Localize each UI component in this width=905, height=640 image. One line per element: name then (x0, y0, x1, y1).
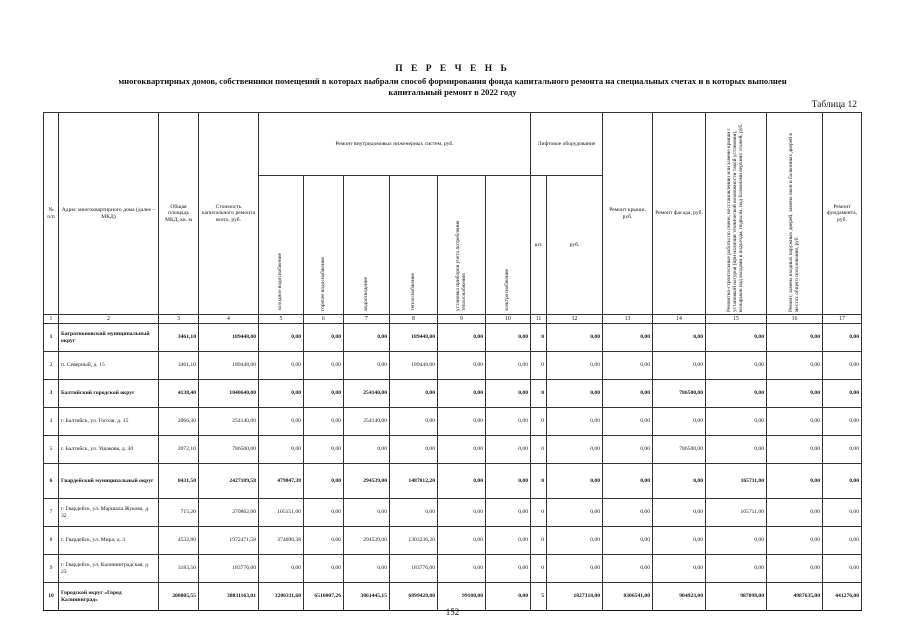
row-number: 2 (44, 352, 59, 380)
row-value: 479847,38 (259, 464, 304, 499)
row-address: Городской округ «Город Калининград» (59, 583, 159, 611)
row-value: 0,00 (390, 436, 438, 464)
col-header-cost: Стоимость капитального ремонта всего, руб. (199, 113, 259, 315)
row-value: 0,00 (259, 380, 304, 408)
row-value: 0,00 (706, 436, 767, 464)
row-number: 5 (44, 436, 59, 464)
row-number: 8 (44, 527, 59, 555)
row-value: 0,00 (547, 352, 603, 380)
row-value: 6510007,26 (304, 583, 344, 611)
row-value: 0,00 (603, 380, 653, 408)
row-address: г. Гвардейск, ул. Маршала Жукова, д. 32 (59, 499, 159, 527)
row-value: 0,00 (438, 408, 486, 436)
row-value: 1040640,00 (199, 380, 259, 408)
row-value: 200805,55 (159, 583, 199, 611)
row-value: 0,00 (547, 408, 603, 436)
row-value: 3206311,60 (259, 583, 304, 611)
row-value: 1487012,20 (390, 464, 438, 499)
row-value: 0,00 (390, 408, 438, 436)
row-value: 0,00 (603, 527, 653, 555)
row-value: 0,00 (823, 324, 862, 352)
col-header-no: № п/п (44, 113, 59, 315)
row-value: 4138,40 (159, 380, 199, 408)
column-number: 6 (304, 315, 344, 324)
row-value: 6899428,00 (390, 583, 438, 611)
row-value: 0,00 (438, 436, 486, 464)
col-header-roof: Ремонт крыши, руб. (603, 113, 653, 315)
row-value: 8431,50 (159, 464, 199, 499)
row-value: 294539,00 (344, 464, 390, 499)
row-value: 0,00 (767, 499, 823, 527)
col-header-lift-units: шт. (531, 176, 547, 315)
row-value: 0,00 (259, 324, 304, 352)
column-number: 3 (159, 315, 199, 324)
row-value: 0 (531, 352, 547, 380)
row-value: 3461,10 (159, 352, 199, 380)
row-value: 0,00 (653, 499, 706, 527)
col-header-cold-water: холодное водоснабжение (259, 176, 304, 315)
row-value: 5 (531, 583, 547, 611)
column-number: 9 (438, 315, 486, 324)
col-header-area: Общая площадь МКД, кв. м (159, 113, 199, 315)
row-value: 0,00 (823, 499, 862, 527)
row-value: 0,00 (304, 499, 344, 527)
row-value: 189448,00 (199, 324, 259, 352)
col-header-systems-group: Ремонт внутридомовых инженерных систем, руб. (259, 113, 531, 176)
row-value: 0,00 (767, 352, 823, 380)
row-value: 165711,00 (706, 464, 767, 499)
row-value: 0,00 (603, 499, 653, 527)
row-value: 270862,00 (199, 499, 259, 527)
row-value: 0,00 (823, 555, 862, 583)
row-value: 183776,00 (199, 555, 259, 583)
row-value: 0,00 (706, 324, 767, 352)
table-row (44, 408, 862, 436)
document-subtitle-line-2: капитальный ремонт в 2022 году (388, 87, 517, 97)
row-value: 0,00 (259, 408, 304, 436)
row-value: 0,00 (603, 464, 653, 499)
row-value: 0,00 (304, 555, 344, 583)
column-number: 7 (344, 315, 390, 324)
col-header-facade: Ремонт фасада, руб. (653, 113, 706, 315)
document-subtitle-line-1: многоквартирных домов, собственники помещений в которых выбрали способ формирования фонда капитального ремонта на специальных счетах и в которых выполнен (118, 76, 787, 86)
document-title: П Е Р Е Ч Е Н Ь (395, 64, 510, 74)
row-value: 0,00 (304, 436, 344, 464)
row-value: 0,00 (547, 324, 603, 352)
row-value: 0,00 (486, 324, 531, 352)
row-value: 441276,00 (823, 583, 862, 611)
column-number: 14 (653, 315, 706, 324)
column-number: 2 (59, 315, 159, 324)
table-label: Таблица 12 (811, 100, 857, 110)
row-value: 0,00 (603, 352, 653, 380)
row-address: Балтийский городской округ (59, 380, 159, 408)
col-header-electric: электроснабжение (486, 176, 531, 315)
row-value: 0,00 (390, 499, 438, 527)
row-value: 0,00 (706, 555, 767, 583)
col-header-heat-meters: установка приборов учета потребления теплоснабжения (438, 176, 486, 315)
row-value: 0,00 (344, 499, 390, 527)
row-value: 0,00 (344, 436, 390, 464)
row-value: 0 (531, 555, 547, 583)
col-header-lift-group: Лифтовое оборудование (531, 113, 603, 176)
col-header-hot-water: горячее водоснабжение (304, 176, 344, 315)
row-address: п. Северный, д. 15 (59, 352, 159, 380)
row-value: 0,00 (259, 555, 304, 583)
row-value: 0,00 (653, 527, 706, 555)
row-address: г. Гвардейск, ул. Калининградская, д. 23 (59, 555, 159, 583)
row-value: 0,00 (767, 324, 823, 352)
row-value: 4987635,00 (767, 583, 823, 611)
row-value: 0,00 (390, 380, 438, 408)
row-value: 0,00 (603, 436, 653, 464)
row-value: 0,00 (603, 408, 653, 436)
table-row (44, 352, 862, 380)
row-value: 165711,00 (706, 499, 767, 527)
row-value: 0,00 (706, 408, 767, 436)
row-value: 0,00 (767, 464, 823, 499)
row-value: 3861445,15 (344, 583, 390, 611)
row-number: 1 (44, 324, 59, 352)
row-value: 0,00 (486, 408, 531, 436)
row-value: 0,00 (823, 352, 862, 380)
row-value: 0 (531, 436, 547, 464)
col-header-foundation: Ремонт фундамента, руб. (823, 113, 862, 315)
col-header-construction: Ремонтно-строительные работы по смене, восстановлению или замене крыши с установкой натуров (при наличии технической возможности такой установки), козырьков над входами в подъезды, подвалы, над балконами верхних этажей, руб. (706, 113, 767, 315)
row-number: 4 (44, 408, 59, 436)
repair-table (43, 112, 862, 611)
row-value: 189448,00 (199, 352, 259, 380)
row-value: 0 (531, 527, 547, 555)
row-value: 3183,50 (159, 555, 199, 583)
row-value: 0,00 (547, 464, 603, 499)
row-value: 0,00 (823, 380, 862, 408)
row-value: 254140,00 (344, 380, 390, 408)
row-address: г. Балтийск, ул. Гоголя, д. 15 (59, 408, 159, 436)
row-value: 38031163,01 (199, 583, 259, 611)
row-value: 0,00 (304, 408, 344, 436)
row-number: 3 (44, 380, 59, 408)
table-row (44, 380, 862, 408)
row-value: 0 (531, 499, 547, 527)
row-value: 0,00 (438, 380, 486, 408)
table-row (44, 436, 862, 464)
column-number: 8 (390, 315, 438, 324)
row-number: 7 (44, 499, 59, 527)
table-row (44, 555, 862, 583)
row-value: 715,20 (159, 499, 199, 527)
row-value: 0,00 (767, 555, 823, 583)
row-address: г. Балтийск, ул. Ушакова, д. 30 (59, 436, 159, 464)
row-value: 0,00 (486, 499, 531, 527)
col-header-heating: теплоснабжение (390, 176, 438, 315)
row-value: 0,00 (486, 527, 531, 555)
table-row (44, 499, 862, 527)
column-number: 10 (486, 315, 531, 324)
row-value: 0,00 (438, 464, 486, 499)
row-value: 0,00 (344, 555, 390, 583)
column-number: 11 (531, 315, 547, 324)
row-value: 0,00 (653, 408, 706, 436)
row-value: 0,00 (438, 324, 486, 352)
row-value: 0,00 (767, 380, 823, 408)
row-value: 189448,00 (390, 324, 438, 352)
row-value: 0,00 (304, 324, 344, 352)
row-value: 0,00 (653, 324, 706, 352)
column-number: 15 (706, 315, 767, 324)
row-value: 0,00 (438, 499, 486, 527)
row-value: 99180,00 (438, 583, 486, 611)
row-value: 904923,00 (653, 583, 706, 611)
row-value: 2427109,58 (199, 464, 259, 499)
row-value: 0,00 (304, 464, 344, 499)
row-value: 0,00 (547, 527, 603, 555)
row-address: г. Гвардейск, ул. Мира, д. 3 (59, 527, 159, 555)
table-row (44, 324, 862, 352)
column-number-row (44, 315, 862, 324)
row-value: 0,00 (547, 380, 603, 408)
row-value: 0,00 (653, 352, 706, 380)
row-value: 0,00 (304, 380, 344, 408)
page-number: 152 (445, 607, 460, 617)
row-value: 1827318,00 (547, 583, 603, 611)
row-value: 0,00 (767, 408, 823, 436)
row-value: 0,00 (653, 464, 706, 499)
row-value: 0,00 (259, 352, 304, 380)
col-header-address: Адрес многоквартирного дома (далее – МКД) (59, 113, 159, 315)
row-value: 786500,00 (199, 436, 259, 464)
row-value: 0,00 (706, 527, 767, 555)
row-value: 0,00 (259, 436, 304, 464)
row-value: 0,00 (438, 352, 486, 380)
row-value: 0 (531, 464, 547, 499)
row-value: 0,00 (547, 436, 603, 464)
row-value: 987098,00 (706, 583, 767, 611)
row-value: 0,00 (823, 527, 862, 555)
column-number: 4 (199, 315, 259, 324)
row-value: 0,00 (603, 324, 653, 352)
col-header-lift-rub: руб. (547, 176, 603, 315)
row-value: 0,00 (486, 583, 531, 611)
row-value: 2066,30 (159, 408, 199, 436)
row-value: 254140,00 (344, 408, 390, 436)
row-value: 1972471,58 (199, 527, 259, 555)
row-value: 0,00 (823, 408, 862, 436)
row-value: 294539,00 (344, 527, 390, 555)
row-value: 2072,10 (159, 436, 199, 464)
row-value: 374696,38 (259, 527, 304, 555)
row-value: 1303236,20 (390, 527, 438, 555)
row-value: 0,00 (304, 527, 344, 555)
row-value: 0,00 (823, 464, 862, 499)
row-value: 0,00 (344, 352, 390, 380)
col-header-doors-windows: Ремонт, замена входных наружных дверей, замена окон и балконных дверей в местах общего пользования, руб. (767, 113, 823, 315)
row-value: 0,00 (603, 555, 653, 583)
row-value: 0 (531, 324, 547, 352)
row-value: 0,00 (653, 555, 706, 583)
column-number: 1 (44, 315, 59, 324)
row-value: 8306541,00 (603, 583, 653, 611)
row-value: 0,00 (344, 324, 390, 352)
column-number: 5 (259, 315, 304, 324)
row-value: 254140,00 (199, 408, 259, 436)
row-value: 0,00 (486, 464, 531, 499)
table-row (44, 464, 862, 499)
row-value: 3461,10 (159, 324, 199, 352)
row-value: 0,00 (486, 436, 531, 464)
row-value: 0,00 (547, 555, 603, 583)
row-value: 105151,00 (259, 499, 304, 527)
row-value: 0,00 (486, 555, 531, 583)
row-value: 189448,00 (390, 352, 438, 380)
row-value: 786500,00 (653, 436, 706, 464)
row-value: 183776,00 (390, 555, 438, 583)
row-value: 0 (531, 408, 547, 436)
table-row (44, 527, 862, 555)
row-value: 0,00 (547, 499, 603, 527)
row-address: Багратионовский муниципальный округ (59, 324, 159, 352)
row-value: 0,00 (438, 527, 486, 555)
column-number: 13 (603, 315, 653, 324)
row-number: 9 (44, 555, 59, 583)
row-value: 0,00 (304, 352, 344, 380)
row-value: 0,00 (767, 527, 823, 555)
row-value: 0,00 (486, 380, 531, 408)
row-number: 10 (44, 583, 59, 611)
row-value: 0,00 (706, 380, 767, 408)
row-number: 6 (44, 464, 59, 499)
row-value: 0,00 (706, 352, 767, 380)
col-header-sewerage: водоотведение (344, 176, 390, 315)
column-number: 12 (547, 315, 603, 324)
row-value: 0,00 (823, 436, 862, 464)
column-number: 16 (767, 315, 823, 324)
row-address: Гвардейский муниципальный округ (59, 464, 159, 499)
row-value: 0,00 (767, 436, 823, 464)
column-number: 17 (823, 315, 862, 324)
row-value: 0,00 (486, 352, 531, 380)
row-value: 0 (531, 380, 547, 408)
row-value: 786500,00 (653, 380, 706, 408)
row-value: 4532,80 (159, 527, 199, 555)
row-value: 0,00 (438, 555, 486, 583)
